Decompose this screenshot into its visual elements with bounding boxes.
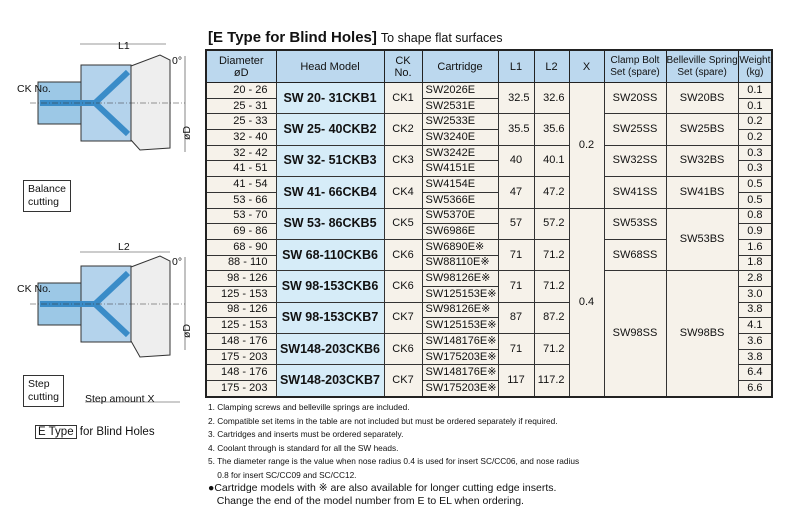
belleville-cell: SW32BS: [666, 145, 738, 176]
l2-cell: 87.2: [534, 302, 569, 333]
cartridge-cell: SW98126E※: [422, 271, 498, 287]
header-l2: L2: [534, 50, 569, 83]
weight-cell: 0.2: [738, 114, 772, 130]
l1-cell: 117: [498, 365, 534, 397]
ck-label-2: CK No.: [17, 283, 51, 295]
note: 1. Clamping screws and belleville springs are included.: [208, 402, 410, 412]
x-cell: 0.2: [569, 83, 604, 209]
weight-cell: 0.5: [738, 177, 772, 193]
cartridge-cell: SW88110E※: [422, 255, 498, 271]
step-amount-label: Step amount X: [85, 393, 155, 405]
cartridge-cell: SW148176E※: [422, 365, 498, 381]
weight-cell: 3.8: [738, 302, 772, 318]
cartridge-note: Change the end of the model number from E to EL when ordering.: [208, 495, 524, 507]
balance-cutting-label: Balance cutting: [23, 180, 71, 212]
ck-cell: CK6: [384, 334, 422, 365]
clamp-bolt-cell: SW41SS: [604, 177, 666, 208]
cartridge-cell: SW3242E: [422, 145, 498, 161]
header-l1: L1: [498, 50, 534, 83]
weight-cell: 6.6: [738, 381, 772, 397]
l2-label: L2: [118, 241, 130, 253]
head-model-cell: SW 41- 66CKB4: [276, 177, 384, 208]
step-cutting-label: Step cutting: [23, 375, 64, 407]
l1-cell: 71: [498, 271, 534, 302]
cartridge-note: ●Cartridge models with ※ are also available for longer cutting edge inserts.: [208, 482, 557, 494]
belleville-cell: SW98BS: [666, 271, 738, 397]
l1-cell: 32.5: [498, 83, 534, 114]
diameter-cell: 98 - 126: [206, 302, 276, 318]
angle-label-2: 0°: [172, 256, 183, 268]
x-cell: 0.4: [569, 208, 604, 397]
diameter-cell: 98 - 126: [206, 271, 276, 287]
od-label-2: øD: [181, 324, 193, 338]
note: 2. Compatible set items in the table are not included but must be ordered separately if required.: [208, 415, 558, 426]
l2-cell: 71.2: [534, 239, 569, 270]
l1-cell: 40: [498, 145, 534, 176]
ck-cell: CK6: [384, 271, 422, 302]
table-row: [206, 83, 772, 99]
weight-cell: 0.1: [738, 98, 772, 114]
diameter-cell: 88 - 110: [206, 255, 276, 271]
ck-cell: CK7: [384, 365, 422, 397]
header-belleville: Belleville Spring Set (spare): [666, 50, 738, 83]
table-row: [206, 145, 772, 161]
ck-cell: CK1: [384, 83, 422, 114]
diameter-cell: 125 - 153: [206, 286, 276, 302]
header-x: X: [569, 50, 604, 83]
l2-cell: 71.2: [534, 271, 569, 302]
weight-cell: 1.6: [738, 239, 772, 255]
header-head_model: Head Model: [276, 50, 384, 83]
diameter-cell: 148 - 176: [206, 334, 276, 350]
clamp-bolt-cell: SW98SS: [604, 271, 666, 397]
table-header: [206, 50, 772, 83]
cartridge-cell: SW175203E※: [422, 349, 498, 365]
l1-cell: 47: [498, 177, 534, 208]
angle-label: 0°: [172, 55, 183, 67]
ck-cell: CK5: [384, 208, 422, 239]
clamp-bolt-cell: SW32SS: [604, 145, 666, 176]
cartridge-cell: SW4154E: [422, 177, 498, 193]
note: 4. Coolant through is standard for all the SW heads.: [208, 442, 399, 453]
table-row: [206, 208, 772, 224]
header-weight: Weight (kg): [738, 50, 772, 83]
cartridge-cell: SW2533E: [422, 114, 498, 130]
ck-cell: CK2: [384, 114, 422, 145]
l1-cell: 71: [498, 334, 534, 365]
weight-cell: 0.1: [738, 83, 772, 99]
l2-cell: 35.6: [534, 114, 569, 145]
l1-label: L1: [118, 40, 130, 52]
spec-table: [205, 49, 773, 398]
belleville-cell: SW20BS: [666, 83, 738, 114]
od-label: øD: [181, 126, 193, 140]
cartridge-cell: SW2531E: [422, 98, 498, 114]
l1-cell: 57: [498, 208, 534, 239]
diameter-cell: 175 - 203: [206, 381, 276, 397]
cartridge-cell: SW2026E: [422, 83, 498, 99]
table-row: [206, 271, 772, 287]
note: 3. Cartridges and inserts must be ordered separately.: [208, 429, 404, 439]
diameter-cell: 53 - 66: [206, 192, 276, 208]
head-model-cell: SW 32- 51CKB3: [276, 145, 384, 176]
weight-cell: 4.1: [738, 318, 772, 334]
clamp-bolt-cell: SW68SS: [604, 239, 666, 270]
cartridge-cell: SW4151E: [422, 161, 498, 177]
etype-caption: E Type for Blind Holes: [35, 426, 155, 438]
cartridge-cell: SW148176E※: [422, 334, 498, 350]
diameter-cell: 53 - 70: [206, 208, 276, 224]
diameter-cell: 32 - 40: [206, 130, 276, 146]
weight-cell: 0.3: [738, 161, 772, 177]
l1-cell: 87: [498, 302, 534, 333]
header-clamp: Clamp Bolt Set (spare): [604, 50, 666, 83]
l2-cell: 47.2: [534, 177, 569, 208]
note: 0.8 for insert SC/CC09 and SC/CC12.: [208, 469, 357, 480]
diameter-cell: 125 - 153: [206, 318, 276, 334]
l1-cell: 71: [498, 239, 534, 270]
clamp-bolt-cell: SW20SS: [604, 83, 666, 114]
cartridge-cell: SW6890E※: [422, 239, 498, 255]
weight-cell: 0.5: [738, 192, 772, 208]
header-ck: CK No.: [384, 50, 422, 83]
diameter-cell: 69 - 86: [206, 224, 276, 240]
ck-cell: CK7: [384, 302, 422, 333]
l2-cell: 40.1: [534, 145, 569, 176]
header-cartridge: Cartridge: [422, 50, 498, 83]
head-model-cell: SW 20- 31CKB1: [276, 83, 384, 114]
section-title: [E Type for Blind Holes] To shape flat surfaces: [208, 29, 503, 46]
l2-cell: 71.2: [534, 334, 569, 365]
belleville-cell: SW53BS: [666, 208, 738, 271]
head-model-cell: SW148-203CKB7: [276, 365, 384, 397]
weight-cell: 0.2: [738, 130, 772, 146]
section-subtitle: To shape flat surfaces: [380, 31, 503, 45]
ck-cell: CK6: [384, 239, 422, 270]
ck-cell: CK4: [384, 177, 422, 208]
diameter-cell: 41 - 54: [206, 177, 276, 193]
diameter-cell: 25 - 33: [206, 114, 276, 130]
header-diameter: Diameter øD: [206, 50, 276, 83]
weight-cell: 3.6: [738, 334, 772, 350]
weight-cell: 1.8: [738, 255, 772, 271]
diameter-cell: 25 - 31: [206, 98, 276, 114]
weight-cell: 6.4: [738, 365, 772, 381]
cartridge-cell: SW5370E: [422, 208, 498, 224]
diameter-cell: 20 - 26: [206, 83, 276, 99]
weight-cell: 2.8: [738, 271, 772, 287]
cartridge-cell: SW6986E: [422, 224, 498, 240]
note: 5. The diameter range is the value when nose radius 0.4 is used for insert SC/CC06, and nose radius: [208, 456, 580, 466]
l2-cell: 57.2: [534, 208, 569, 239]
head-model-cell: SW148-203CKB6: [276, 334, 384, 365]
clamp-bolt-cell: SW53SS: [604, 208, 666, 239]
clamp-bolt-cell: SW25SS: [604, 114, 666, 145]
diameter-cell: 68 - 90: [206, 239, 276, 255]
weight-cell: 0.8: [738, 208, 772, 224]
head-model-cell: SW 25- 40CKB2: [276, 114, 384, 145]
l2-cell: 32.6: [534, 83, 569, 114]
diameter-cell: 175 - 203: [206, 349, 276, 365]
table-row: [206, 114, 772, 130]
cartridge-cell: SW5366E: [422, 192, 498, 208]
balance-cutting-diagram: [30, 44, 185, 152]
l1-cell: 35.5: [498, 114, 534, 145]
head-model-cell: SW 98-153CKB6: [276, 271, 384, 302]
diameter-cell: 41 - 51: [206, 161, 276, 177]
cartridge-cell: SW125153E※: [422, 286, 498, 302]
table-row: [206, 177, 772, 193]
notes: [208, 401, 579, 508]
diameter-cell: 148 - 176: [206, 365, 276, 381]
weight-cell: 0.3: [738, 145, 772, 161]
diameter-cell: 32 - 42: [206, 145, 276, 161]
ck-label: CK No.: [17, 83, 51, 95]
head-model-cell: SW 53- 86CKB5: [276, 208, 384, 239]
ck-cell: CK3: [384, 145, 422, 176]
cartridge-cell: SW125153E※: [422, 318, 498, 334]
weight-cell: 0.9: [738, 224, 772, 240]
cartridge-cell: SW175203E※: [422, 381, 498, 397]
weight-cell: 3.8: [738, 349, 772, 365]
weight-cell: 3.0: [738, 286, 772, 302]
head-model-cell: SW 98-153CKB7: [276, 302, 384, 333]
cartridge-cell: SW98126E※: [422, 302, 498, 318]
l2-cell: 117.2: [534, 365, 569, 397]
head-model-cell: SW 68-110CKB6: [276, 239, 384, 270]
cartridge-cell: SW3240E: [422, 130, 498, 146]
belleville-cell: SW25BS: [666, 114, 738, 145]
belleville-cell: SW41BS: [666, 177, 738, 208]
